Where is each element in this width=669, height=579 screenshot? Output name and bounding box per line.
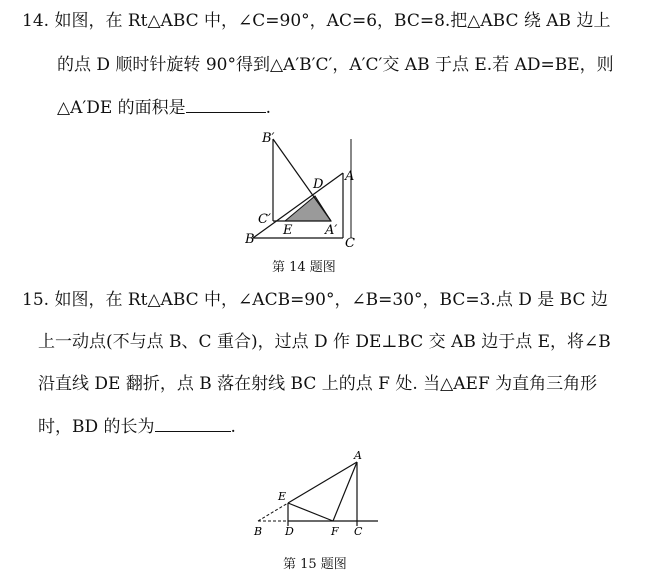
label-Cp: C′ — [258, 212, 271, 227]
figure-15-caption: 第 15 题图 — [283, 557, 347, 572]
problem-15-line-1: 15. 如图，在 Rt△ABC 中，∠ACB=90°，∠B=30°，BC=3.点 D 是 BC 边 — [22, 290, 608, 310]
dashed-BE — [258, 503, 288, 521]
segment-AF — [333, 462, 357, 521]
label-D: D — [285, 525, 294, 538]
label-B: B — [254, 525, 263, 538]
problem-14-line-2: 的点 D 顺时针旋转 90°得到△A′B′C′，A′C′交 AB 于点 E.若 AD=BE，则 — [57, 55, 614, 75]
label-E: E — [283, 223, 293, 238]
problem-15-line-2: 上一动点(不与点 B、C 重合)，过点 D 作 DE⊥BC 交 AB 边于点 E，将∠B — [38, 332, 611, 352]
label-F: F — [331, 525, 339, 538]
problem-15-question: 时，BD 的长为 — [38, 417, 155, 437]
label-A: A — [345, 169, 355, 184]
label-D: D — [313, 177, 324, 192]
segment-EF — [288, 503, 333, 521]
label-B: B — [245, 232, 255, 247]
figure-14-caption: 第 14 题图 — [272, 260, 336, 275]
problem-14-line-1: 14. 如图，在 Rt△ABC 中，∠C=90°，AC=6，BC=8.把△ABC 绕 AB 边上 — [22, 11, 611, 31]
segment-EA — [288, 462, 357, 503]
label-A: A — [354, 449, 362, 462]
label-E: E — [278, 490, 287, 503]
problem-15-line-3: 沿直线 DE 翻折，点 B 落在射线 BC 上的点 F 处. 当△AEF 为直角三角形 — [38, 374, 598, 394]
figure-14 — [245, 125, 365, 250]
label-C: C — [354, 525, 363, 538]
problem-14-period: . — [265, 98, 272, 118]
problem-14-question: △A′DE 的面积是 — [57, 98, 186, 118]
shaded-triangle-ADE — [285, 196, 331, 221]
label-Bp: B′ — [262, 131, 275, 146]
figure-15 — [245, 448, 385, 543]
problem-15-period: . — [230, 417, 236, 437]
answer-blank-15 — [155, 415, 231, 432]
label-C: C — [345, 236, 355, 250]
answer-blank-14 — [186, 96, 266, 113]
label-Ap: A′ — [325, 223, 338, 238]
problem-14-line-3 — [57, 96, 271, 119]
problem-15-line-4 — [38, 415, 236, 438]
